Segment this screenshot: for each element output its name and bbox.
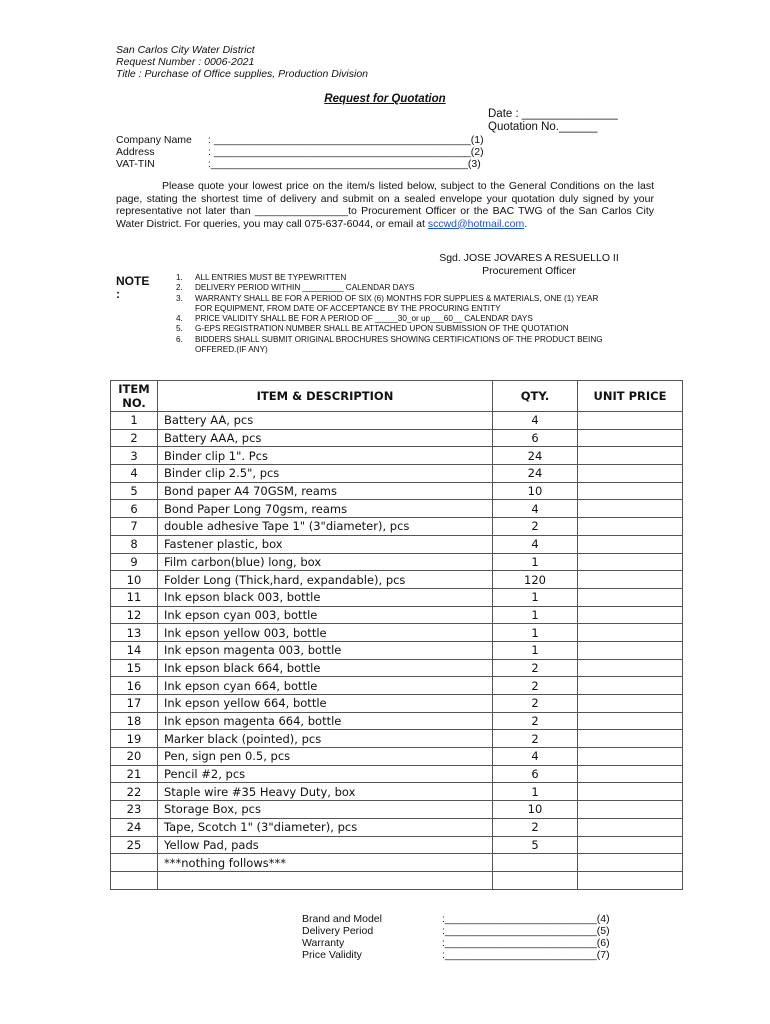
- item-description: double adhesive Tape 1" (3"diameter), pcs: [158, 518, 493, 536]
- unit-price-cell[interactable]: [578, 535, 683, 553]
- table-row: [111, 641, 683, 659]
- item-number: 1: [111, 412, 158, 430]
- item-qty: 4: [493, 748, 578, 766]
- item-description: Pencil #2, pcs: [158, 765, 493, 783]
- item-description: Ink epson black 664, bottle: [158, 659, 493, 677]
- item-description: Bond paper A4 70GSM, reams: [158, 482, 493, 500]
- header-description: ITEM & DESCRIPTION: [158, 381, 493, 412]
- table-row: [111, 765, 683, 783]
- item-qty: 1: [493, 606, 578, 624]
- price-validity-row[interactable]: Price Validity :__________________________(7): [302, 949, 610, 961]
- table-row: [111, 801, 683, 819]
- note-item: 1. ALL ENTRIES MUST BE TYPEWRITTEN: [176, 273, 347, 282]
- table-row: [111, 553, 683, 571]
- table-row: [111, 677, 683, 695]
- item-description: Ink epson magenta 003, bottle: [158, 641, 493, 659]
- vat-tin-row[interactable]: VAT-TIN :____________________________________________(3): [116, 158, 481, 170]
- table-row: [111, 412, 683, 430]
- email-link[interactable]: sccwd@hotmail.com: [427, 217, 525, 230]
- item-number: 11: [111, 588, 158, 606]
- unit-price-cell[interactable]: [578, 465, 683, 483]
- unit-price-cell[interactable]: [578, 871, 683, 889]
- table-row: [111, 818, 683, 836]
- item-qty: 2: [493, 712, 578, 730]
- item-description: Ink epson cyan 003, bottle: [158, 606, 493, 624]
- unit-price-cell[interactable]: [578, 836, 683, 854]
- unit-price-cell[interactable]: [578, 571, 683, 589]
- table-row: [111, 571, 683, 589]
- item-qty: 2: [493, 695, 578, 713]
- item-qty: 120: [493, 571, 578, 589]
- footer-fields: [302, 913, 610, 961]
- item-description: Battery AA, pcs: [158, 412, 493, 430]
- unit-price-cell[interactable]: [578, 518, 683, 536]
- table-row: [111, 624, 683, 642]
- table-row: [111, 712, 683, 730]
- item-number: 5: [111, 482, 158, 500]
- document-header: [116, 44, 368, 80]
- quotation-number-field[interactable]: Quotation No.______: [488, 121, 598, 133]
- table-row: [111, 730, 683, 748]
- item-number: 16: [111, 677, 158, 695]
- table-row: [111, 659, 683, 677]
- item-qty: 1: [493, 588, 578, 606]
- item-description: Binder clip 2.5", pcs: [158, 465, 493, 483]
- item-number: 17: [111, 695, 158, 713]
- item-description: Battery AAA, pcs: [158, 429, 493, 447]
- item-description: Folder Long (Thick,hard, expandable), pcs: [158, 571, 493, 589]
- unit-price-cell[interactable]: [578, 783, 683, 801]
- unit-price-cell[interactable]: [578, 677, 683, 695]
- request-number: Request Number : 0006-2021: [116, 56, 255, 68]
- table-row: [111, 500, 683, 518]
- note-item: 5. G-EPS REGISTRATION NUMBER SHALL BE ATTACHED UPON SUBMISSION OF THE QUOTATION: [176, 324, 569, 334]
- item-description: [158, 871, 493, 889]
- item-number: 22: [111, 783, 158, 801]
- unit-price-cell[interactable]: [578, 695, 683, 713]
- table-row: [111, 447, 683, 465]
- brand-model-row[interactable]: Brand and Model :__________________________(4): [302, 913, 610, 925]
- unit-price-cell[interactable]: [578, 641, 683, 659]
- item-number: 19: [111, 730, 158, 748]
- item-qty: 4: [493, 535, 578, 553]
- unit-price-cell[interactable]: [578, 801, 683, 819]
- table-row: [111, 588, 683, 606]
- item-qty: 1: [493, 783, 578, 801]
- unit-price-cell[interactable]: [578, 730, 683, 748]
- district-name: San Carlos City Water District: [116, 44, 255, 56]
- item-qty: 1: [493, 553, 578, 571]
- table-row: [111, 482, 683, 500]
- address-row[interactable]: Address : ____________________________________________(2): [116, 146, 484, 158]
- item-number: 12: [111, 606, 158, 624]
- request-title: Title : Purchase of Office supplies, Production Division: [116, 68, 369, 80]
- table-row: [111, 695, 683, 713]
- table-row: [111, 429, 683, 447]
- item-description: Storage Box, pcs: [158, 801, 493, 819]
- table-row: [111, 854, 683, 872]
- item-number: 9: [111, 553, 158, 571]
- date-quotation-block: [488, 108, 618, 134]
- item-qty: 1: [493, 641, 578, 659]
- note-label: NOTE :: [116, 274, 150, 301]
- table-row: [111, 748, 683, 766]
- unit-price-cell[interactable]: [578, 624, 683, 642]
- table-row: [111, 606, 683, 624]
- item-qty: 5: [493, 836, 578, 854]
- unit-price-cell[interactable]: [578, 553, 683, 571]
- note-item: 4. PRICE VALIDITY SHALL BE FOR A PERIOD OF _____30_or up___60__ CALENDAR DAYS: [176, 314, 533, 324]
- item-description: Ink epson magenta 664, bottle: [158, 712, 493, 730]
- item-description: Tape, Scotch 1" (3"diameter), pcs: [158, 818, 493, 836]
- item-description: Yellow Pad, pads: [158, 836, 493, 854]
- header-unit-price: UNIT PRICE: [578, 381, 683, 412]
- item-qty: 10: [493, 801, 578, 819]
- item-qty: 24: [493, 465, 578, 483]
- item-number: 20: [111, 748, 158, 766]
- items-table: [110, 380, 683, 890]
- unit-price-cell[interactable]: [578, 748, 683, 766]
- item-number: 21: [111, 765, 158, 783]
- item-qty: [493, 854, 578, 872]
- delivery-period-row[interactable]: Delivery Period :__________________________(5): [302, 925, 610, 937]
- signatory-role: Procurement Officer: [482, 264, 576, 277]
- item-number: 24: [111, 818, 158, 836]
- unit-price-cell[interactable]: [578, 412, 683, 430]
- item-number: 14: [111, 641, 158, 659]
- item-qty: 6: [493, 429, 578, 447]
- item-description: Ink epson yellow 664, bottle: [158, 695, 493, 713]
- signatory-name: Sgd. JOSE JOVARES A RESUELLO II: [439, 252, 619, 264]
- table-row: [111, 465, 683, 483]
- unit-price-cell[interactable]: [578, 429, 683, 447]
- item-description: Binder clip 1". Pcs: [158, 447, 493, 465]
- item-qty: 2: [493, 659, 578, 677]
- item-qty: 4: [493, 500, 578, 518]
- item-qty: 10: [493, 482, 578, 500]
- table-row: [111, 871, 683, 889]
- item-qty: 2: [493, 730, 578, 748]
- company-name-row[interactable]: Company Name : ____________________________________________(1): [116, 134, 484, 146]
- instructions-paragraph: Please quote your lowest price on the item/s listed below, subject to the General Conditions on the last page, stating the shortest time of delivery and submit on a sealed envelope your quotation duly signed by your representative not later than ________________to Procurement Officer or the BAC TWG of the San Carlos City Water District. For queries, you may call 075-637-6044, or email at sccwd@hotmail.com.: [116, 180, 654, 230]
- item-qty: 1: [493, 624, 578, 642]
- header-item-no: ITEM NO.: [111, 381, 158, 412]
- unit-price-cell[interactable]: [578, 606, 683, 624]
- item-description: Film carbon(blue) long, box: [158, 553, 493, 571]
- unit-price-cell[interactable]: [578, 588, 683, 606]
- item-number: [111, 871, 158, 889]
- item-description: ***nothing follows***: [158, 854, 493, 872]
- item-qty: [493, 871, 578, 889]
- item-qty: 2: [493, 518, 578, 536]
- item-description: Ink epson yellow 003, bottle: [158, 624, 493, 642]
- note-item: 6. BIDDERS SHALL SUBMIT ORIGINAL BROCHURES SHOWING CERTIFICATIONS OF THE PRODUCT BEING OFFERED.(IF ANY): [176, 334, 603, 355]
- notes-list: [176, 273, 616, 355]
- item-number: 6: [111, 500, 158, 518]
- header-qty: QTY.: [493, 381, 578, 412]
- company-info: [116, 134, 484, 170]
- note-item: 3. WARRANTY SHALL BE FOR A PERIOD OF SIX (6) MONTHS FOR SUPPLIES & MATERIALS, ONE (1) YEAR FOR EQUIPMENT, FROM DATE OF ACCEPTANCE BY THE PROCURING ENTITY: [176, 293, 599, 313]
- unit-price-cell[interactable]: [578, 659, 683, 677]
- warranty-row[interactable]: Warranty :__________________________(6): [302, 937, 610, 949]
- item-number: 18: [111, 712, 158, 730]
- item-description: Ink epson cyan 664, bottle: [158, 677, 493, 695]
- item-number: 7: [111, 518, 158, 536]
- item-qty: 24: [493, 447, 578, 465]
- item-description: Ink epson black 003, bottle: [158, 588, 493, 606]
- table-row: [111, 836, 683, 854]
- item-qty: 4: [493, 412, 578, 430]
- item-number: 13: [111, 624, 158, 642]
- unit-price-cell[interactable]: [578, 854, 683, 872]
- item-description: Fastener plastic, box: [158, 535, 493, 553]
- item-qty: 2: [493, 677, 578, 695]
- item-description: Staple wire #35 Heavy Duty, box: [158, 783, 493, 801]
- item-number: 4: [111, 465, 158, 483]
- unit-price-cell[interactable]: [578, 765, 683, 783]
- table-row: [111, 518, 683, 536]
- unit-price-cell[interactable]: [578, 712, 683, 730]
- item-description: Bond Paper Long 70gsm, reams: [158, 500, 493, 518]
- item-number: 3: [111, 447, 158, 465]
- unit-price-cell[interactable]: [578, 482, 683, 500]
- note-item: 2. DELIVERY PERIOD WITHIN _________ CALENDAR DAYS: [176, 283, 415, 293]
- date-field[interactable]: Date : _______________: [488, 108, 618, 120]
- page-title: Request for Quotation: [324, 93, 446, 105]
- item-number: 10: [111, 571, 158, 589]
- item-number: 23: [111, 801, 158, 819]
- item-description: Marker black (pointed), pcs: [158, 730, 493, 748]
- item-number: 15: [111, 659, 158, 677]
- item-number: 2: [111, 429, 158, 447]
- unit-price-cell[interactable]: [578, 818, 683, 836]
- item-number: 8: [111, 535, 158, 553]
- item-number: [111, 854, 158, 872]
- item-qty: 2: [493, 818, 578, 836]
- unit-price-cell[interactable]: [578, 500, 683, 518]
- item-qty: 6: [493, 765, 578, 783]
- item-number: 25: [111, 836, 158, 854]
- table-row: [111, 535, 683, 553]
- table-row: [111, 783, 683, 801]
- item-description: Pen, sign pen 0.5, pcs: [158, 748, 493, 766]
- unit-price-cell[interactable]: [578, 447, 683, 465]
